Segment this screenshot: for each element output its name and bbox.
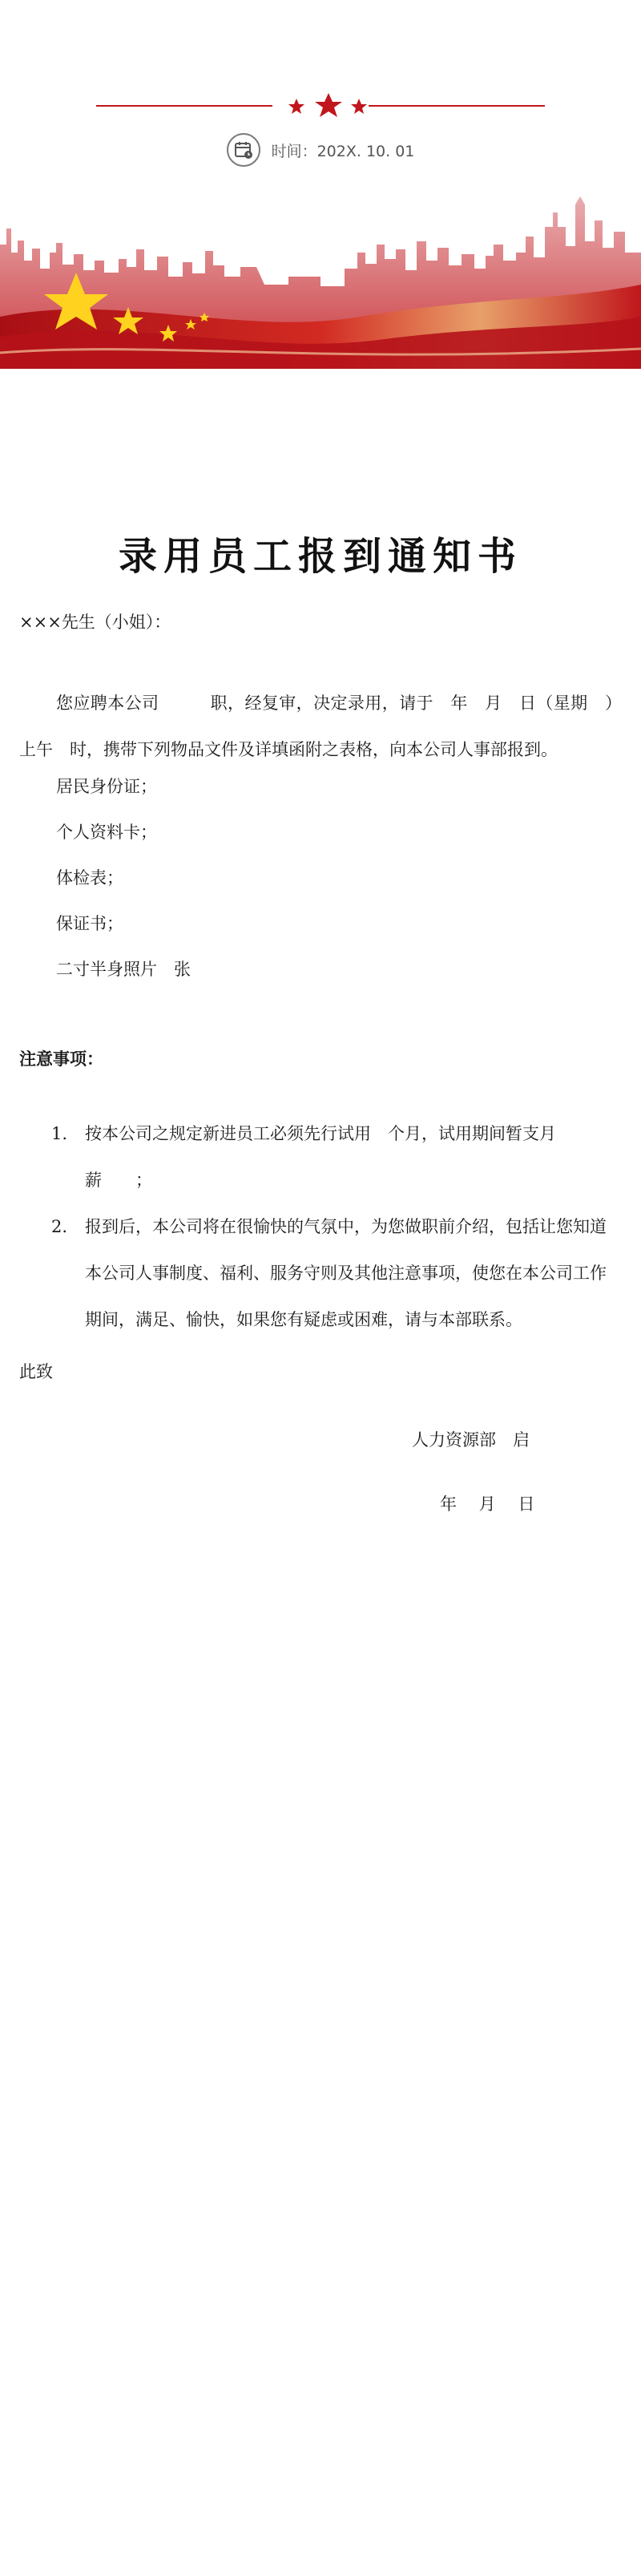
notice-text: 按本公司之规定新进员工必须先行试用 个月，试用期间暂支月薪 ； bbox=[85, 1124, 556, 1190]
date-label: 时间：202X. 10. 01 bbox=[271, 142, 415, 160]
greeting: ×××先生（小姐）： bbox=[19, 613, 171, 632]
required-item: 体检表； bbox=[56, 868, 123, 888]
star-icon bbox=[315, 93, 342, 117]
required-item: 居民身份证； bbox=[56, 777, 157, 796]
intro-paragraph: 您应聘本公司 职，经复审，决定录用，请于 年 月 日（星期 ）上午 时，携带下列物品文件及详填函附之表格，向本公司人事部报到。 bbox=[19, 694, 622, 759]
notice-list bbox=[19, 1110, 622, 1343]
required-item: 保证书； bbox=[56, 914, 123, 933]
signature: 人力资源部 启 bbox=[412, 1430, 530, 1450]
notice-number: 1. bbox=[51, 1124, 68, 1143]
date-row bbox=[0, 132, 641, 168]
calendar-icon bbox=[227, 133, 260, 167]
page-header bbox=[0, 0, 641, 377]
required-item: 个人资料卡； bbox=[56, 823, 157, 842]
signature-date: 年 月 日 bbox=[440, 1494, 535, 1514]
notice-item bbox=[19, 1203, 622, 1343]
closing: 此致 bbox=[19, 1362, 53, 1381]
document-title: 录用员工报到通知书 bbox=[118, 534, 522, 579]
notice-text: 报到后，本公司将在很愉快的气氛中，为您做职前介绍，包括让您知道本公司人事制度、福利、服务守则及其他注意事项，使您在本公司工作期间，满足、愉快，如果您有疑虑或困难，请与本部联系。 bbox=[85, 1217, 607, 1329]
notice-number: 2. bbox=[51, 1217, 68, 1236]
notice-heading: 注意事项： bbox=[19, 1049, 103, 1069]
notice-item bbox=[19, 1110, 622, 1203]
star-divider bbox=[0, 90, 641, 122]
star-icon bbox=[288, 99, 304, 114]
star-icon bbox=[351, 99, 367, 114]
required-item: 二寸半身照片 张 bbox=[56, 960, 191, 979]
city-skyline-banner bbox=[0, 196, 641, 369]
